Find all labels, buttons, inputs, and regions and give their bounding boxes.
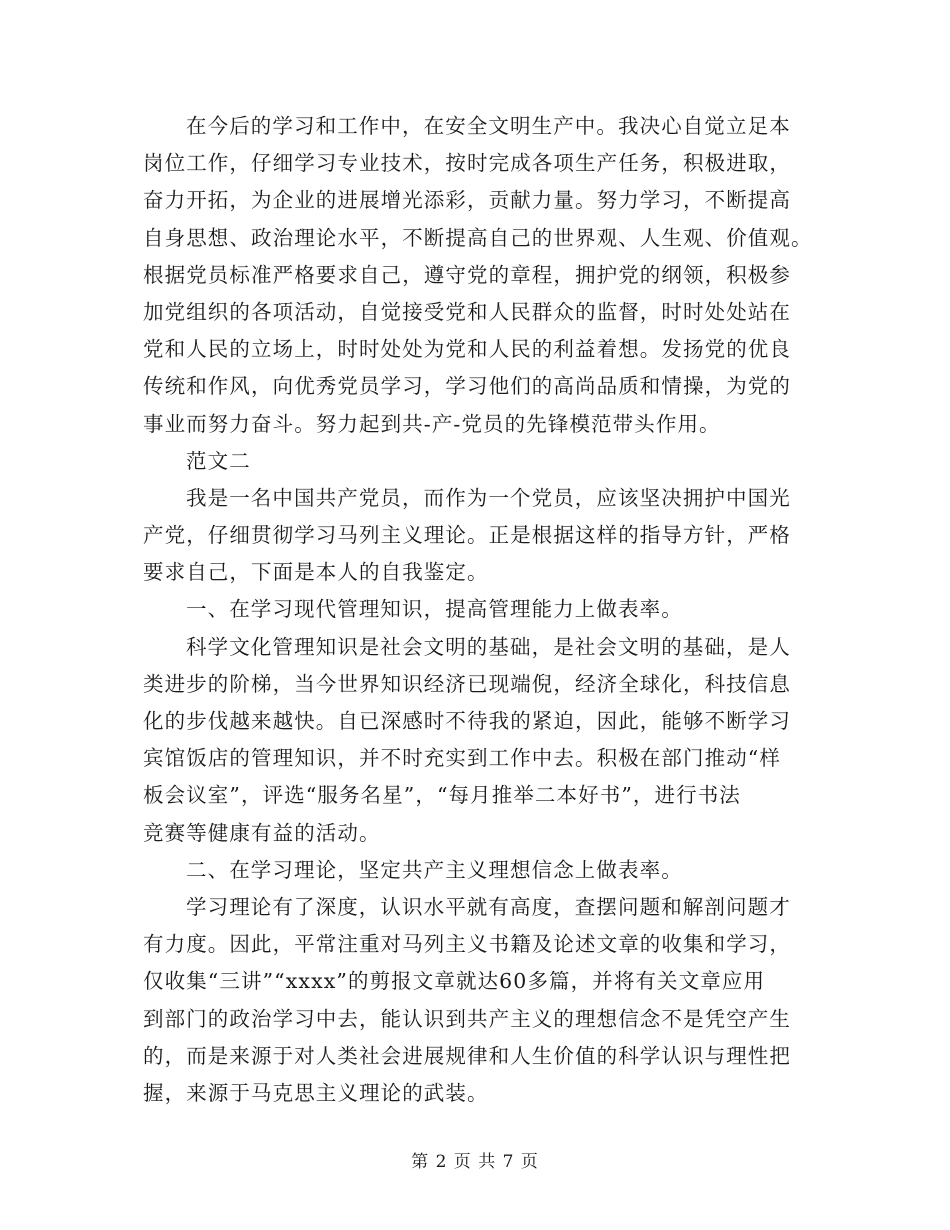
text-line: 一、在学习现代管理知识，提高管理能力上做表率。 [186,597,683,622]
text-line: 化的步伐越来越快。自已深感时不待我的紧迫，因此，能够不断学习 [143,709,791,733]
text-line: 学习理论有了深度，认识水平就有高度，查摆问题和解剖问题才 [186,894,791,919]
page-footer: 第 2 页 共 7 页 [411,1152,539,1172]
text-line: 事业而努力奋斗。努力起到共-产-党员的先锋模范带头作用。 [143,411,721,436]
text-line: 根据党员标准严格要求自己，遵守党的章程，拥护党的纲领，积极参 [143,262,791,287]
text-line: 党和人民的立场上，时时处处为党和人民的利益着想。发扬党的优良 [143,337,791,362]
text-line: 板会议室”，评选“服务名星”，“每月推举二本好书”，进行书法 [143,783,741,808]
text-line: 握，来源于马克思主义理论的武装。 [143,1080,489,1105]
text-line: 到部门的政治学习中去，能认识到共产主义的理想信念不是凭空产生 [143,1006,791,1031]
text-line: 竞赛等健康有益的活动。 [143,820,381,845]
text-line: 在今后的学习和工作中，在安全文明生产中。我决心自觉立足本 [186,114,791,138]
text-line: 要求自己，下面是本人的自我鉴定。 [143,560,489,585]
text-line: 岗位工作，仔细学习专业技术，按时完成各项生产任务，积极进取， [143,151,791,176]
text-line: 类进步的阶梯，当今世界知识经济已现端倪，经济全球化，科技信息 [143,671,791,696]
text-line: 范文二 [186,448,251,473]
text-line: 仅收集“三讲”“xxxx”的剪报文章就达60多篇，并将有关文章应用 [143,969,766,994]
document-body [143,108,813,1112]
text-line: 自身思想、政治理论水平，不断提高自己的世界观、人生观、价值观。 [143,225,813,250]
text-line: 二、在学习理论，坚定共产主义理想信念上做表率。 [186,857,683,882]
text-line: 的，而是来源于对人类社会进展规律和人生价值的科学认识与理性把 [143,1043,791,1068]
text-line: 传统和作风，向优秀党员学习，学习他们的高尚品质和情操，为党的 [143,374,791,399]
text-line: 奋力开拓，为企业的进展增光添彩，贡献力量。努力学习，不断提高 [143,188,791,213]
text-line: 有力度。因此，平常注重对马列主义书籍及论述文章的收集和学习， [143,932,791,957]
text-line: 加党组织的各项活动，自觉接受党和人民群众的监督，时时处处站在 [143,299,791,324]
text-line: 宾馆饭店的管理知识，并不时充实到工作中去。积极在部门推动“样 [143,746,781,771]
text-line: 产党，仔细贯彻学习马列主义理论。正是根据这样的指导方针，严格 [143,523,791,548]
text-line: 我是一名中国共产党员，而作为一个党员，应该坚决拥护中国光 [186,485,791,510]
text-line: 科学文化管理知识是社会文明的基础，是社会文明的基础，是人 [186,634,791,659]
